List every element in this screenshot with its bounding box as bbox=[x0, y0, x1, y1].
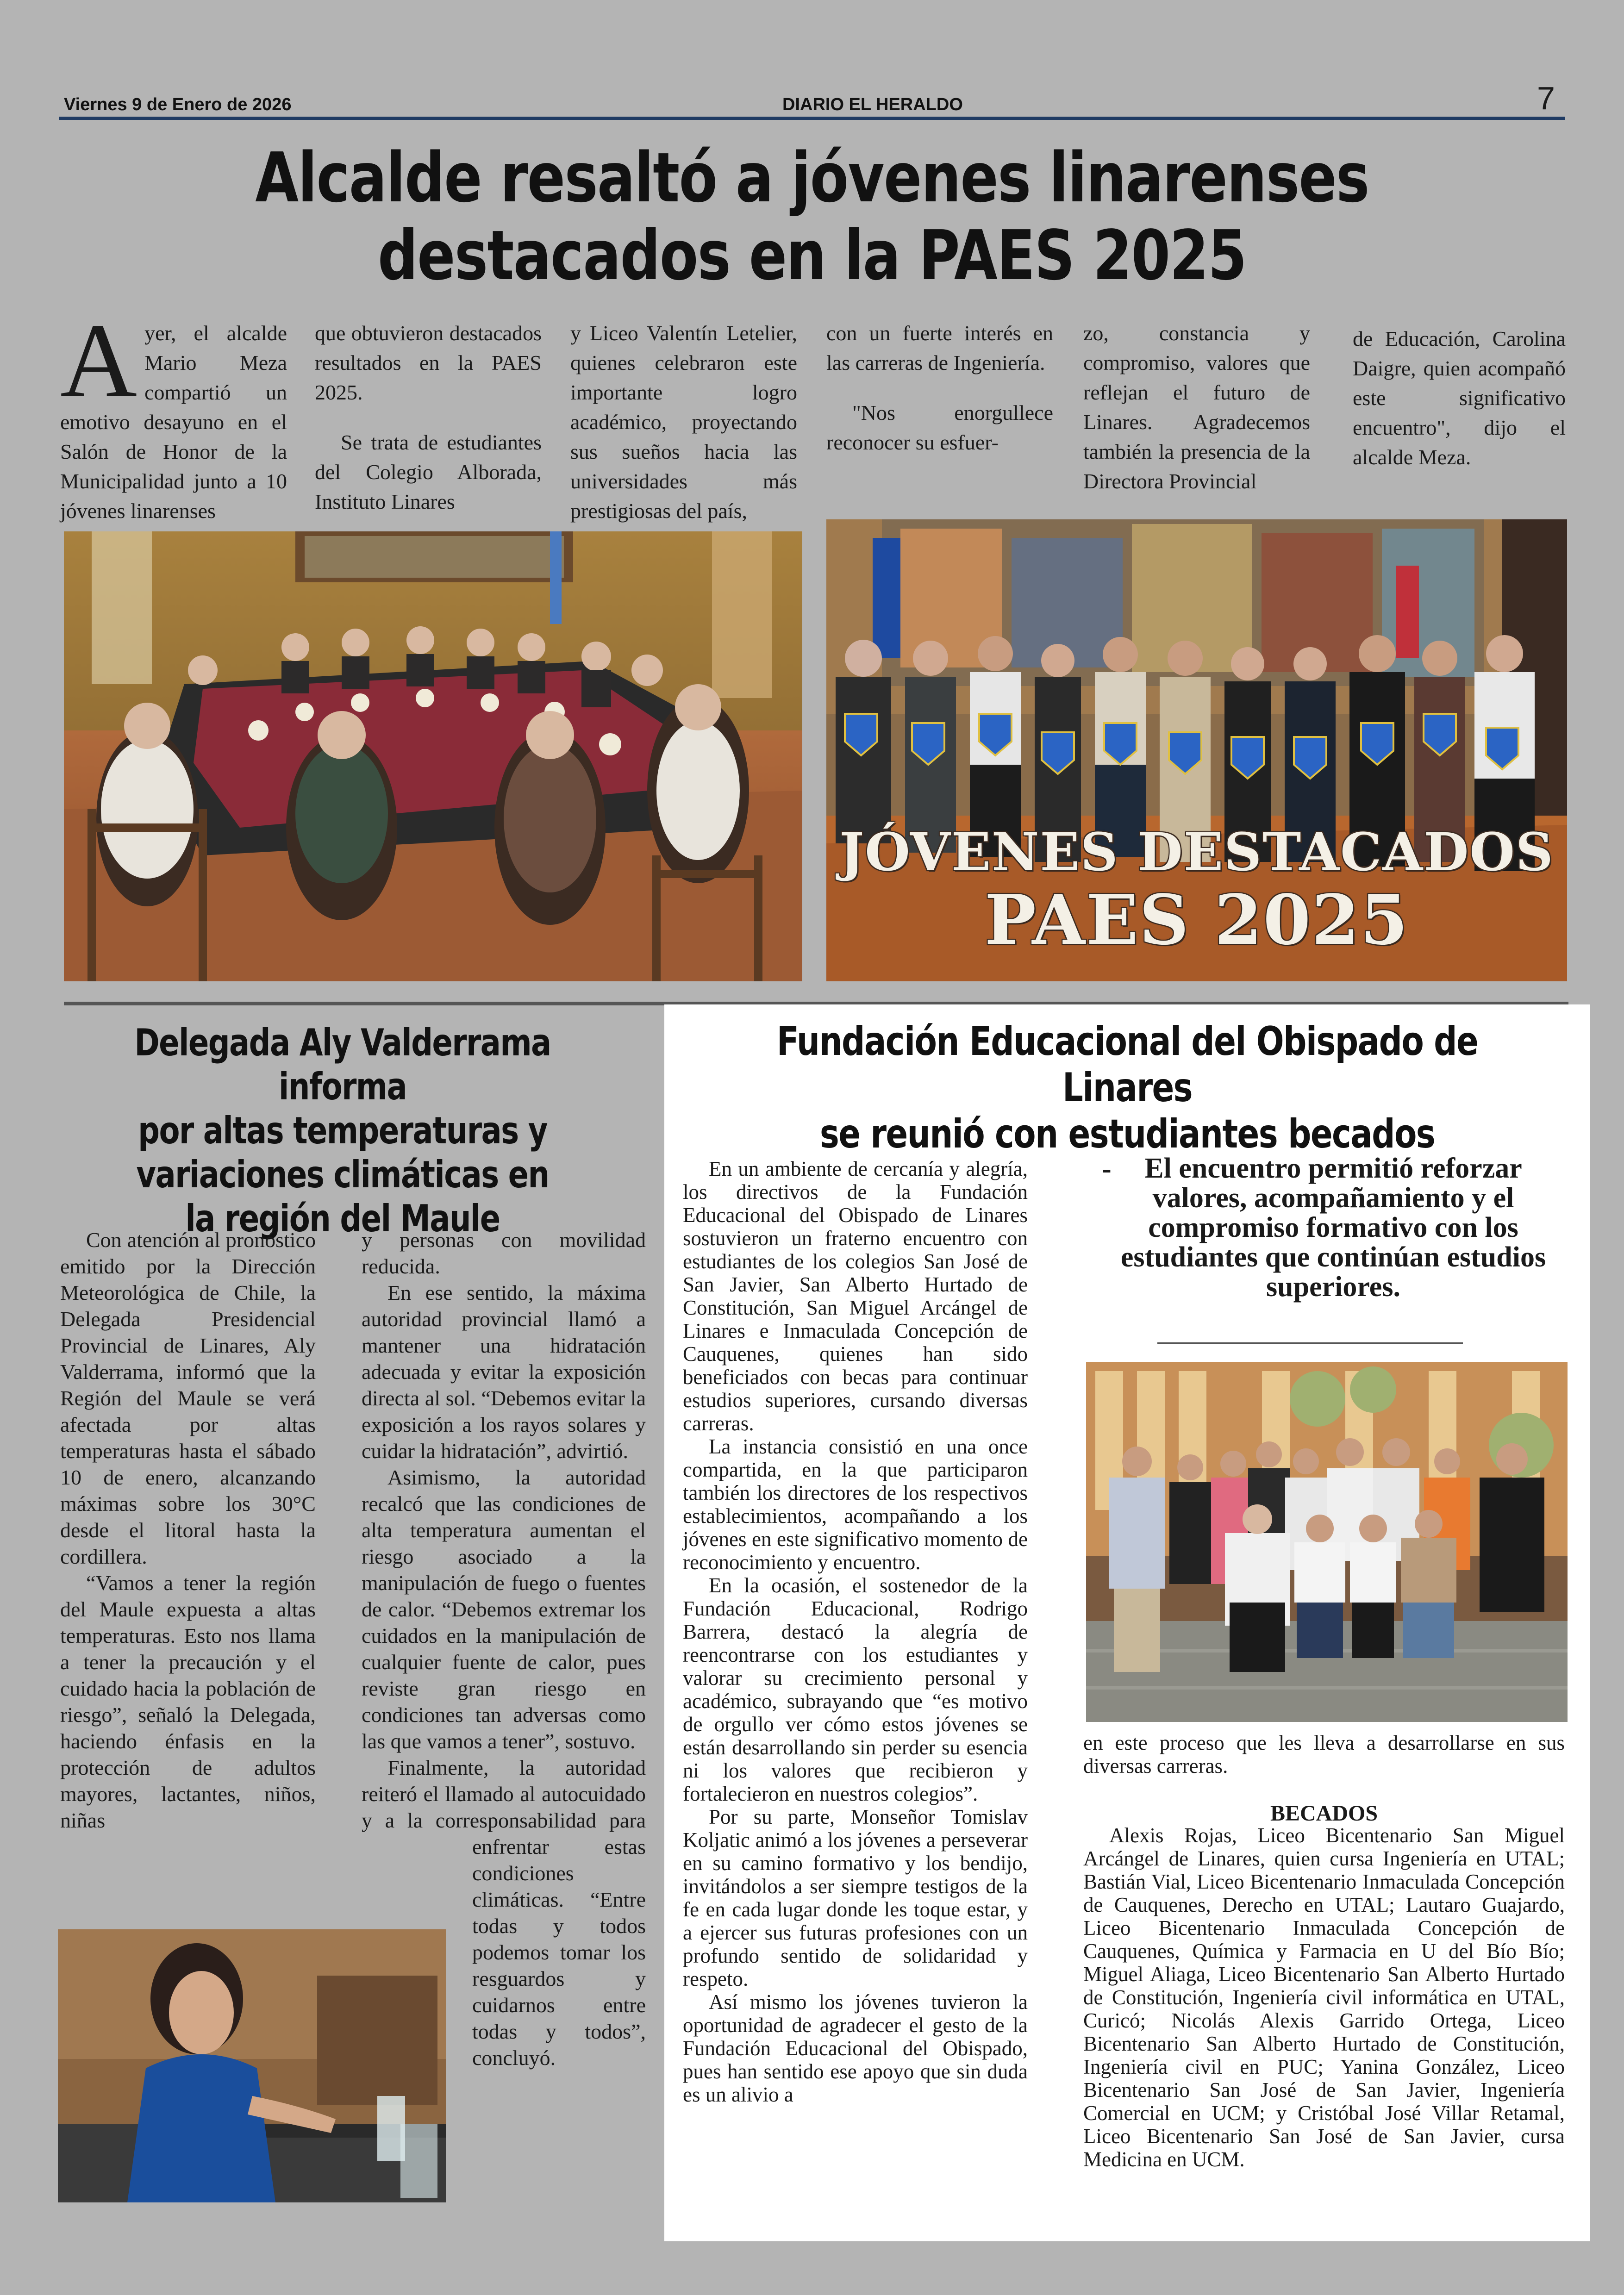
becados-title: BECADOS bbox=[1270, 1801, 1378, 1826]
main-col-3: y Liceo Valentín Letelier, quienes celebraron este importante logro académico, proyectando sus sueños hacia las universidades más prestigiosas del país, bbox=[570, 321, 797, 523]
delegada-illustration bbox=[58, 1929, 446, 2202]
photo-caption-subtitle: PAES 2025 bbox=[984, 879, 1409, 960]
lede-underline bbox=[1157, 1342, 1463, 1344]
header-rule bbox=[59, 117, 1565, 120]
drop-cap: A bbox=[60, 301, 137, 419]
becados-illustration bbox=[1086, 1362, 1568, 1722]
lede-dash: - bbox=[1102, 1153, 1112, 1185]
left-article-col-1: Con atención al pronóstico emitido por la Dirección Meteorológica de Chile, la Delegada Presidencial Provincial de Linares, Aly Valderrama, informó que la Región del Maule se verá afectada por altas temperaturas hasta el sábado 10 de enero, alcanzando máximas sobre los 30°C desde el litoral hasta la cordillera. “Vamos a tener la región del Maule expuesta a altas temperaturas. Esto nos llama a tener la precaución y el cuidado hacia la población de riesgo”, señaló la Delegada, haciendo énfasis en la protección de adultos mayores, lactantes, niños, niñas bbox=[60, 1228, 316, 1832]
photo-caption-title: JÓVENES DESTACADOS bbox=[839, 822, 1554, 883]
main-col-1: Ayer, el alcalde Mario Meza compartió un emotivo desayuno en el Salón de Honor de la Municipalidad junto a 10 jóvenes linarenses bbox=[60, 301, 287, 523]
delegada-photo bbox=[58, 1929, 446, 2202]
page-number: 7 bbox=[1537, 80, 1555, 116]
breakfast-illustration bbox=[64, 531, 802, 981]
left-headline: Delegada Aly Valderrama informa por altas temperaturas y variaciones climáticas en la región del Maule bbox=[134, 1021, 551, 1240]
becados-photo bbox=[1086, 1362, 1568, 1722]
lede-text: El encuentro permitió reforzar valores, acompañamiento y el compromiso formativo con los estudiantes que continúan estudios superiores. bbox=[1120, 1153, 1546, 1303]
main-col-6: de Educación, Carolina Daigre, quien acompañó este significativo encuentro", dijo el alcalde Meza. bbox=[1353, 327, 1566, 469]
main-headline bbox=[222, 139, 1402, 294]
breakfast-photo bbox=[64, 531, 802, 981]
students-photo bbox=[826, 519, 1567, 981]
right-article-continuation: en este proceso que les lleva a desarrollarse en sus diversas carreras. bbox=[1083, 1731, 1565, 1777]
left-article-col-2: y personas con movilidad reducida. En ese sentido, la máxima autoridad provincial llamó a mantener una hidratación adecuada y evitar la exposición directa al sol. “Debemos evitar la exposición a los rayos solares y cuidar la hidratación”, advirtió. Asimismo, la autoridad recalcó que las condiciones de alta temperatura aumentan el riesgo asociado a la manipulación de fuego o fuentes de calor. “Debemos extremar los cuidados en la manipulación de cualquier fuente de calor, pues reviste gran riesgo en condiciones tan adversas como las que vamos a tener”, sostuvo. Finalmente, la autoridad reiteró el llamado al autocuidado y a la corresponsabilidad para enfrentar estas condiciones climáticas. “Entre todas y todos podemos tomar los resguardos y cuidarnos entre todas y todos”, concluyó. bbox=[361, 1227, 646, 2160]
main-col-2: que obtuvieron destacados resultados en la PAES 2025. Se trata de estudiantes del Colegio Alborada, Instituto Linares bbox=[315, 321, 542, 513]
right-article-col-1: En un ambiente de cercanía y alegría, los directivos de la Fundación Educacional del Obispado de Linares sostuvieron un fraterno encuentro con estudiantes de los colegios San José de San Javier, San Alberto Hurtado de Constitución, San Miguel Arcángel de Linares e Inmaculada Concepción de Cauquenes, quienes han sido beneficiados con becas para continuar estudios superiores, cursando diversas carreras. La instancia consistió en una once compartida, en la que participaron también los directores de los respectivos establecimientos, acompañando a los jóvenes en este significativo momento de reconocimiento y encuentro. En la ocasión, el sostenedor de la Fundación Educacional, Rodrigo Barrera, destacó la alegría de reencontrarse con los estudiantes y valorar su crecimiento personal y académico, subrayando que “es motivo de orgullo ver cómo estos jóvenes se están desarrollando sin perder su esencia ni los valores que recibieron y fortalecieron en nuestros colegios”. Por su parte, Monseñor Tomislav Koljatic animó a los jóvenes a perseverar en su camino formativo y los bendijo, invitándolos a ser siempre testigos de la fe en cada lugar donde les toque estar, y a ejercer sus futuras profesiones con un profundo sentido de solidaridad y respeto. Así mismo los jóvenes tuvieron la oportunidad de agradecer el gesto de la Fundación Educacional del Obispado, pues han sentido ese apoyo que sin duda es un alivio a bbox=[683, 1157, 1028, 2106]
newspaper-name: DIARIO EL HERALDO bbox=[782, 95, 963, 114]
main-col-4: con un fuerte interés en las carreras de Ingeniería. "Nos enorgullece reconocer su esfuer- bbox=[826, 321, 1053, 454]
becados-list: Alexis Rojas, Liceo Bicentenario San Miguel Arcángel de Linares, quien cursa Ingeniería en UTAL; Bastián Vial, Liceo Bicentenario Inmaculada Concepción de Cauquenes, Derecho en UTAL; Lautaro Guajardo, Liceo Bicentenario Inmaculada Concepción de Cauquenes, Química y Farmacia en U del Bío Bío; Miguel Aliaga, Liceo Bicentenario San Alberto Hurtado de Constitución, Ingeniería civil informática en UTAL, Curicó; Nicolás Alexis Garrido Ortega, Liceo Bicentenario San Alberto Hurtado de Constitución, Ingeniería civil en PUC; Yanina González, Liceo Bicentenario San José de San Javier, Ingeniería Comercial en UCM; y Cristóbal José Villar Retamal, Liceo Bicentenario San José de San Javier, cursa Medicina en UCM. bbox=[1083, 1824, 1565, 2171]
issue-date: Viernes 9 de Enero de 2026 bbox=[64, 95, 292, 114]
main-col-5: zo, constancia y compromiso, valores que reflejan el futuro de Linares. Agradecemos también la presencia de la Directora Provincial bbox=[1083, 321, 1310, 493]
main-headline-line-1: Alcalde resaltó a jóvenes linarenses bbox=[255, 138, 1369, 218]
right-headline: Fundación Educacional del Obispado de Linares se reunió con estudiantes becados bbox=[776, 1018, 1478, 1157]
main-headline-line-2: destacados en la PAES 2025 bbox=[377, 216, 1247, 295]
